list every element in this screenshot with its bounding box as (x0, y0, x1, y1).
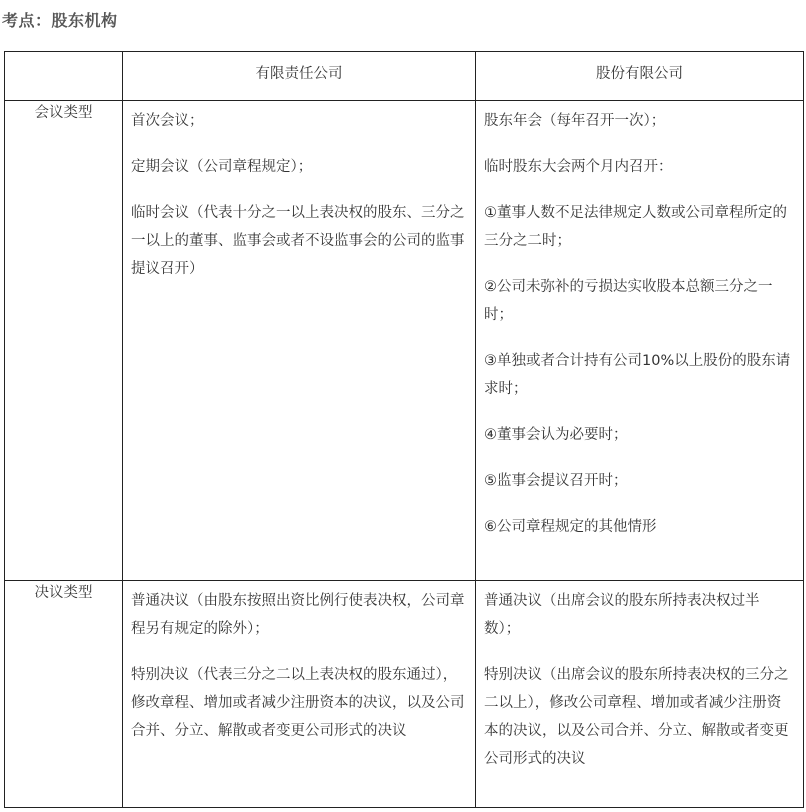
jsc-resolution-item: 普通决议（出席会议的股东所持表决权过半数）； (484, 593, 760, 637)
llc-resolution-item: 特别决议（代表三分之二以上表决权的股东通过），修改章程、增加或者减少注册资本的决议，以及公司合并、分立、解散或者变更公司形式的决议 (131, 667, 465, 739)
table-row-meeting-types (5, 101, 804, 581)
llc-meeting-item: 首次会议； (131, 113, 204, 129)
jsc-meeting-item: ③单独或者合计持有公司10%以上股份的股东请求时； (484, 353, 791, 397)
jsc-meeting-item: 临时股东大会两个月内召开： (484, 159, 673, 175)
jsc-meeting-item: ⑤监事会提议召开时； (484, 473, 628, 489)
row-label-resolution-types: 决议类型 (5, 581, 123, 808)
cell-llc-meeting-types (123, 101, 476, 581)
table-header-row (5, 52, 804, 101)
cell-jsc-meeting-types (476, 101, 804, 581)
jsc-meeting-item: 股东年会（每年召开一次）； (484, 113, 666, 129)
page-title: 考点：股东机构 (2, 11, 118, 30)
llc-resolution-item: 普通决议（由股东按照出资比例行使表决权，公司章程另有规定的除外）； (131, 593, 465, 637)
jsc-meeting-item: ②公司未弥补的亏损达实收股本总额三分之一时； (484, 279, 773, 323)
llc-meeting-item: 临时会议（代表十分之一以上表决权的股东、三分之一以上的董事、监事会或者不设监事会的公司的监事提议召开） (131, 205, 465, 277)
header-llc: 有限责任公司 (123, 52, 476, 101)
row-label-meeting-types: 会议类型 (5, 101, 123, 581)
jsc-resolution-item: 特别决议（出席会议的股东所持表决权的三分之二以上），修改公司章程、增加或者减少注册资本的决议，以及公司合并、分立、解散或者变更公司形式的决议 (484, 667, 789, 767)
cell-llc-resolution-types (123, 581, 476, 808)
header-empty-cell (5, 52, 123, 101)
llc-meeting-item: 定期会议（公司章程规定）； (131, 159, 313, 175)
comparison-table (4, 51, 804, 808)
table-row-resolution-types (5, 581, 804, 808)
jsc-meeting-item: ④董事会认为必要时； (484, 427, 628, 443)
header-jsc: 股份有限公司 (476, 52, 804, 101)
jsc-meeting-item: ①董事人数不足法律规定人数或公司章程所定的三分之二时； (484, 205, 787, 249)
cell-jsc-resolution-types (476, 581, 804, 808)
jsc-meeting-item: ⑥公司章程规定的其他情形 (484, 519, 657, 535)
